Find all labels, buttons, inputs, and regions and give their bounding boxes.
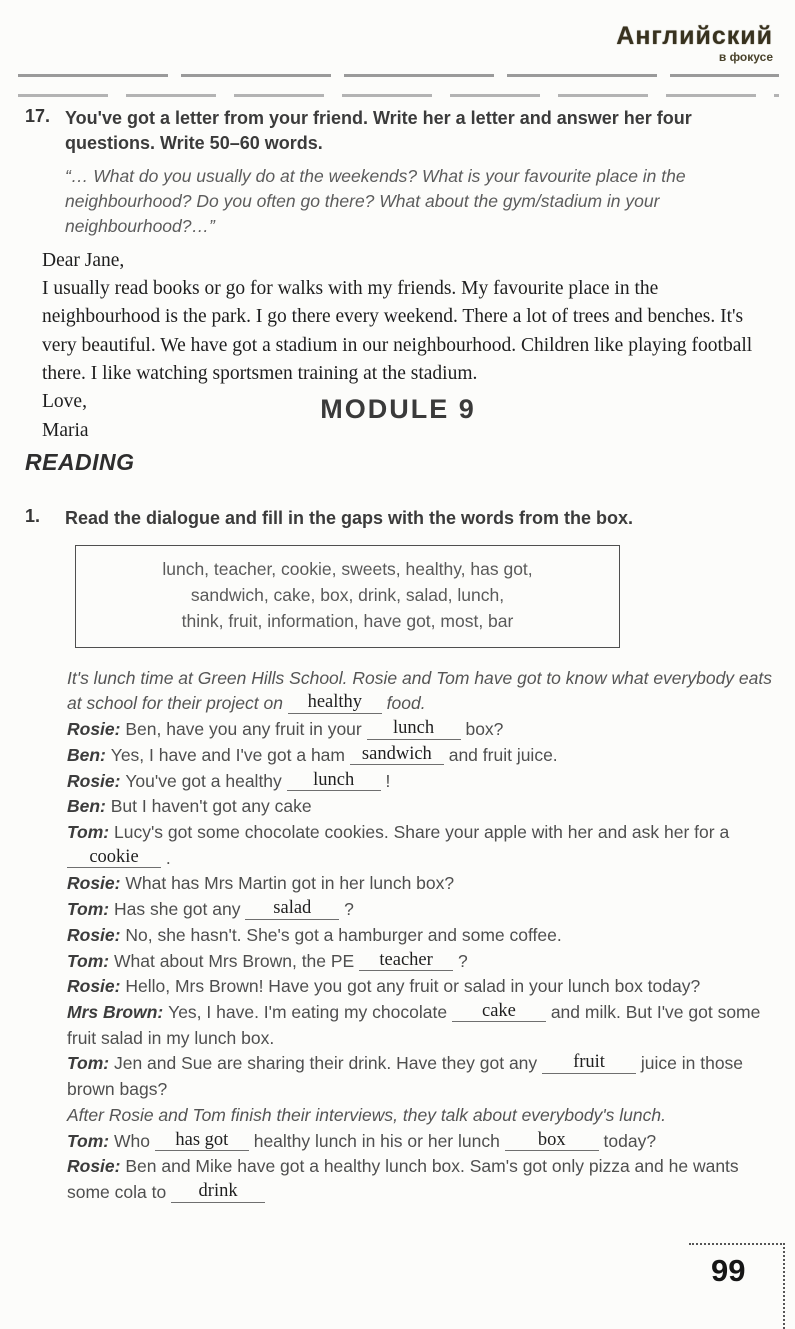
exercise-1-number: 1. <box>25 505 41 526</box>
dialogue-line: Tom: Has she got any salad ? <box>67 898 354 920</box>
letter-body: I usually read books or go for walks with my friends. My favourite place in the neighbourhood is the park. I go there every weekend. There a lot of trees and benches. It's very beautiful. We have got a stadium in our neighbourhood. Children like playing football there. I like watching sportsmen training at the stadium. <box>42 278 753 384</box>
exercise-17 <box>25 106 775 156</box>
gap-answer: salad <box>245 899 339 919</box>
dialogue-line: Rosie: You've got a healthy lunch ! <box>67 769 391 791</box>
dialogue-line: Ben: But I haven't got any cake <box>67 796 312 817</box>
page-number: 99 <box>711 1253 746 1288</box>
dialogue-line: Rosie: Ben, have you any fruit in your lunch box? <box>67 718 504 740</box>
top-rule-line-2 <box>18 94 779 97</box>
word-box-line: sandwich, cake, box, drink, salad, lunch, <box>190 585 505 606</box>
exercise-1 <box>25 506 775 531</box>
gap-answer: cookie <box>67 848 161 868</box>
speaker-name: Rosie: <box>67 1156 126 1177</box>
gap-answer: has got <box>155 1131 249 1151</box>
logo-title: Английский <box>616 22 773 50</box>
logo-subtitle: в фокусе <box>718 50 773 64</box>
dialogue-line: Rosie: No, she hasn't. She's got a hamburger and some coffee. <box>67 924 562 945</box>
dialogue-line: Tom: Lucy's got some chocolate cookies. Share your apple with her and ask her for a cookie . <box>67 822 730 868</box>
page-content <box>25 106 775 1206</box>
speaker-name: Rosie: <box>67 873 126 894</box>
word-box-line: think, fruit, information, have got, most, bar <box>181 611 514 632</box>
exercise-17-quote: “… What do you usually do at the weekends? What is your favourite place in the neighbourhood? Do you often go there? What about the gym/stadium in your neighbourhood?…” <box>65 166 686 237</box>
letter-signature: Maria <box>42 419 89 441</box>
speaker-name: Tom: <box>67 1130 114 1151</box>
gap-answer: cake <box>452 1002 546 1022</box>
module-heading: MODULE 9 <box>320 394 476 425</box>
speaker-name: Rosie: <box>67 770 126 791</box>
dialogue-line: Rosie: Hello, Mrs Brown! Have you got any fruit or salad in your lunch box today? <box>67 976 701 997</box>
gap-answer: fruit <box>542 1053 636 1073</box>
gap-answer: healthy <box>288 693 382 713</box>
speaker-name: Ben: <box>67 796 111 817</box>
dialogue-line: Mrs Brown: Yes, I have. I'm eating my chocolate cake and milk. But I've got some fruit salad in my lunch box. <box>67 1001 761 1048</box>
narration-line: After Rosie and Tom finish their interviews, they talk about everybody's lunch. <box>67 1104 666 1125</box>
gap-answer: box <box>505 1131 599 1151</box>
letter-salutation: Dear Jane, <box>42 249 125 271</box>
section-heading-reading: READING <box>25 448 135 475</box>
dialogue <box>67 666 775 1206</box>
letter-answer <box>42 247 754 445</box>
gap-answer: sandwich <box>350 745 444 765</box>
letter-closing-column <box>42 388 320 445</box>
word-box-line: lunch, teacher, cookie, sweets, healthy, has got, <box>162 558 533 579</box>
word-box <box>75 545 620 648</box>
speaker-name: Tom: <box>67 1053 114 1074</box>
dialogue-line: Ben: Yes, I have and I've got a ham sandwich and fruit juice. <box>67 743 558 765</box>
top-rule-line <box>18 74 779 77</box>
gap-answer: lunch <box>287 771 381 791</box>
narration-line: It's lunch time at Green Hills School. Rosie and Tom have got to know what everybody eats at school for their project on healthy food. <box>67 667 772 714</box>
gap-answer: lunch <box>367 719 461 739</box>
letter-closing: Love, <box>42 391 87 413</box>
dialogue-line: Tom: Jen and Sue are sharing their drink. Have they got any fruit juice in those brown bags? <box>67 1052 744 1100</box>
speaker-name: Ben: <box>67 744 111 765</box>
exercise-1-instruction: Read the dialogue and fill in the gaps with the words from the box. <box>65 507 634 528</box>
dialogue-line: Tom: Who has got healthy lunch in his or her lunch box today? <box>67 1129 657 1151</box>
page-number-box <box>689 1243 785 1329</box>
speaker-name: Mrs Brown: <box>67 1002 169 1023</box>
spotlight-logo <box>616 24 773 63</box>
speaker-name: Rosie: <box>67 924 126 945</box>
gap-answer: teacher <box>359 951 453 971</box>
exercise-17-number: 17. <box>25 106 51 126</box>
dialogue-line: Tom: What about Mrs Brown, the PE teacher ? <box>67 949 468 971</box>
letter-closing-row <box>42 388 754 445</box>
gap-answer: drink <box>171 1182 265 1202</box>
exercise-17-instruction: You've got a letter from your friend. Write her a letter and answer her four questions. Write 50–60 words. <box>65 108 692 154</box>
speaker-name: Tom: <box>67 899 114 920</box>
speaker-name: Rosie: <box>67 719 126 740</box>
dialogue-line: Rosie: What has Mrs Martin got in her lunch box? <box>67 873 455 894</box>
dialogue-line: Rosie: Ben and Mike have got a healthy lunch box. Sam's got only pizza and he wants some cola to drink <box>67 1156 739 1203</box>
speaker-name: Tom: <box>67 950 114 971</box>
speaker-name: Rosie: <box>67 976 126 997</box>
speaker-name: Tom: <box>67 822 114 843</box>
